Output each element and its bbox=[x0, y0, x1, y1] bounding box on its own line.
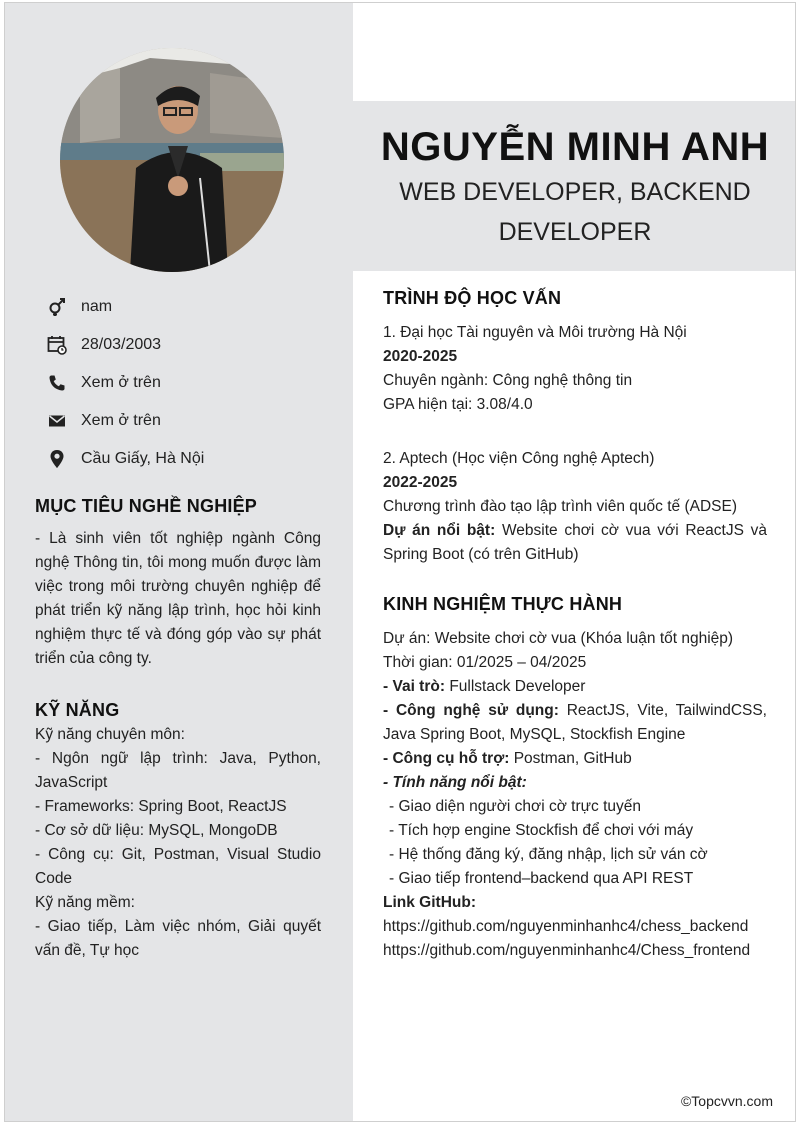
footer-credit: ©Topcvvn.com bbox=[680, 1093, 773, 1109]
experience-project: Dự án: Website chơi cờ vua (Khóa luận tốt nghiệp) bbox=[383, 630, 734, 647]
email-text: Xem ở trên bbox=[81, 412, 161, 429]
project-label: Dự án nổi bật: bbox=[383, 522, 496, 539]
skills-line: - Frameworks: Spring Boot, ReactJS bbox=[35, 798, 287, 815]
sidebar bbox=[5, 3, 353, 1121]
education-school: 1. Đại học Tài nguyên và Môi trường Hà Nội bbox=[383, 324, 687, 341]
education-section bbox=[383, 288, 767, 567]
skills-line: - Cơ sở dữ liệu: MySQL, MongoDB bbox=[35, 822, 278, 839]
avatar bbox=[60, 48, 284, 272]
phone-icon bbox=[45, 371, 69, 395]
profile-name: NGUYỄN MINH ANH bbox=[380, 125, 770, 169]
features-label: - Tính năng nổi bật: bbox=[383, 774, 527, 791]
feature-item: - Giao tiếp frontend–backend qua API REST bbox=[389, 870, 694, 887]
skills-title: KỸ NĂNG bbox=[35, 700, 120, 720]
gender-text: nam bbox=[81, 298, 113, 315]
contact-email bbox=[45, 402, 335, 440]
github-link-frontend[interactable]: https://github.com/nguyenminhanhc4/Chess_frontend bbox=[383, 942, 751, 959]
phone-text: Xem ở trên bbox=[81, 374, 161, 391]
github-label: Link GitHub: bbox=[383, 894, 476, 911]
experience-tools bbox=[383, 747, 767, 771]
role-text: Fullstack Developer bbox=[445, 678, 586, 695]
objective-text: - Là sinh viên tốt nghiệp ngành Công nghệ Thông tin, tôi mong muốn được làm việc trong môi trường chuyên nghiệp để phát triển kỹ năng lập trình, học hỏi kinh nghiệm thực tế và đóng góp vào sự phát triển của công ty. bbox=[35, 530, 321, 667]
contact-list bbox=[45, 288, 335, 478]
gender-icon bbox=[45, 295, 69, 319]
experience-time: Thời gian: 01/2025 – 04/2025 bbox=[383, 654, 587, 671]
skills-line: - Giao tiếp, Làm việc nhóm, Giải quyết vấn đề, Tự học bbox=[35, 918, 321, 959]
tech-label: - Công nghệ sử dụng: bbox=[383, 702, 559, 719]
tools-label: - Công cụ hỗ trợ: bbox=[383, 750, 510, 767]
education-major: Chuyên ngành: Công nghệ thông tin bbox=[383, 372, 633, 389]
objective-title: MỤC TIÊU NGHỀ NGHIỆP bbox=[35, 496, 258, 516]
education-school: 2. Aptech (Học viện Công nghệ Aptech) bbox=[383, 450, 655, 467]
cv-page bbox=[4, 2, 796, 1122]
skills-section bbox=[35, 700, 321, 963]
avatar-photo bbox=[60, 48, 284, 272]
feature-item: - Giao diện người chơi cờ trực tuyến bbox=[389, 798, 641, 815]
profile-header bbox=[353, 101, 796, 271]
education-program: Chương trình đào tạo lập trình viên quốc tế (ADSE) bbox=[383, 498, 737, 515]
feature-item: - Hệ thống đăng ký, đăng nhập, lịch sử ván cờ bbox=[389, 846, 708, 863]
skills-line: Kỹ năng mềm: bbox=[35, 894, 135, 911]
education-years: 2022-2025 bbox=[383, 474, 458, 491]
role-label: - Vai trò: bbox=[383, 678, 446, 695]
contact-dob bbox=[45, 326, 335, 364]
experience-title: KINH NGHIỆM THỰC HÀNH bbox=[383, 594, 623, 614]
contact-gender bbox=[45, 288, 335, 326]
skills-line: - Công cụ: Git, Postman, Visual Studio Code bbox=[35, 846, 321, 887]
education-years: 2020-2025 bbox=[383, 348, 458, 365]
calendar-icon bbox=[45, 333, 69, 357]
tools-text: Postman, GitHub bbox=[509, 750, 632, 767]
education-title: TRÌNH ĐỘ HỌC VẤN bbox=[383, 288, 562, 308]
experience-section bbox=[383, 594, 767, 963]
feature-item: - Tích hợp engine Stockfish để chơi với máy bbox=[389, 822, 694, 839]
address-text: Cầu Giấy, Hà Nội bbox=[81, 450, 205, 467]
education-gpa: GPA hiện tại: 3.08/4.0 bbox=[383, 396, 533, 413]
contact-address bbox=[45, 440, 335, 478]
email-icon bbox=[45, 409, 69, 433]
skills-line: Kỹ năng chuyên môn: bbox=[35, 726, 185, 743]
contact-phone bbox=[45, 364, 335, 402]
objective-section bbox=[35, 496, 321, 671]
dob-text: 28/03/2003 bbox=[81, 336, 162, 353]
profile-title: WEB DEVELOPER, BACKEND DEVELOPER bbox=[399, 178, 751, 246]
education-project bbox=[383, 519, 767, 567]
location-pin-icon bbox=[45, 447, 69, 471]
project-text: Website chơi cờ vua với ReactJS và Spring Boot (có trên GitHub) bbox=[383, 522, 767, 563]
experience-role bbox=[383, 675, 767, 699]
tech-text: ReactJS, Vite, TailwindCSS, Java Spring Boot, MySQL, Stockfish Engine bbox=[383, 702, 767, 743]
experience-tech bbox=[383, 699, 767, 747]
skills-line: - Ngôn ngữ lập trình: Java, Python, JavaScript bbox=[35, 750, 321, 791]
github-link-backend[interactable]: https://github.com/nguyenminhanhc4/chess_backend bbox=[383, 918, 749, 935]
